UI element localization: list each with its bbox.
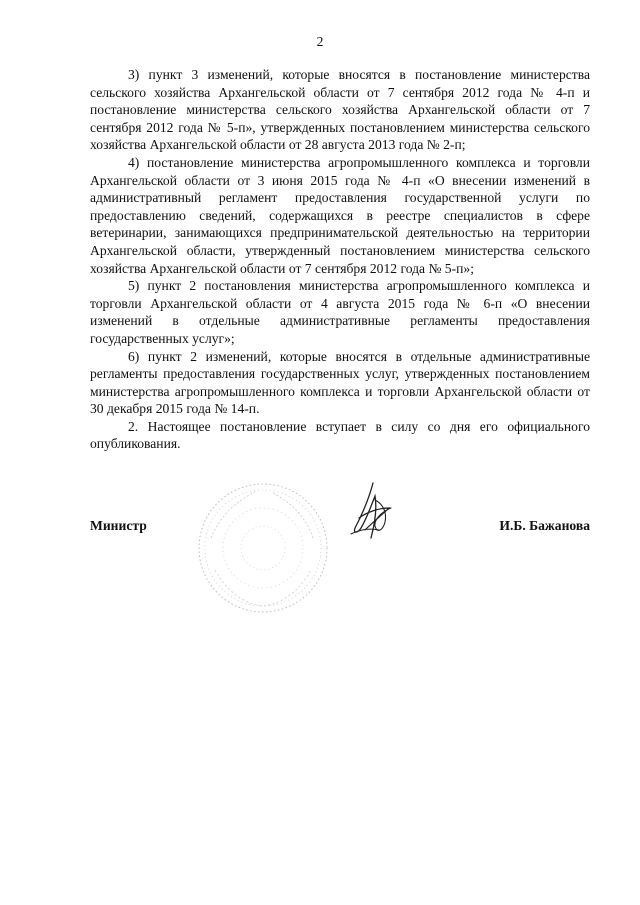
document-body — [90, 66, 590, 453]
signatory-name: И.Б. Бажанова — [499, 518, 590, 533]
paragraph-item-6: 6) пункт 2 изменений, которые вносятся в отдельные административные регламенты предоставления государственных услуг, утвержденных постановлением министерства агропромышленного комплекса и торговли Архангельской области от 30 декабря 2015 года № 14-п. — [90, 348, 590, 417]
paragraph-effective-date: 2. Настоящее постановление вступает в силу со дня его официального опубликования. — [90, 418, 590, 452]
official-seal — [193, 478, 333, 618]
page-number: 2 — [316, 34, 324, 49]
paragraph-item-5: 5) пункт 2 постановления министерства агропромышленного комплекса и торговли Архангельской области от 4 августа 2015 года № 6-п «О внесении изменений в отдельные административные регламенты предоставления государственных услуг»; — [90, 278, 590, 346]
paragraph-item-3: 3) пункт 3 изменений, которые вносятся в постановление министерства сельского хозяйства Архангельской области от 7 сентября 2012 года № 4-п и постановление министерства сельского хозяйства Архангельской области от 7 сентября 2012 года № 5-п», утвержденных постановлением министерства сельского хозяйства Архангельской области от 28 августа 2013 года № 2-п; — [90, 67, 590, 153]
handwritten-signature — [345, 478, 405, 548]
paragraph-item-4: 4) постановление министерства агропромышленного комплекса и торговли Архангельской области от 3 июня 2015 года № 4-п «О внесении изменений в административный регламент предоставления государственной услуги по предоставлению сведений, содержащихся в реестре специалистов в сфере ветеринарии, занимающихся предпринимательской деятельностью на территории Архангельской области, утвержденный постановлением министерства сельского хозяйства Архангельской области от 7 сентября 2012 года № 5-п»; — [90, 154, 590, 276]
signatory-title: Министр — [90, 518, 147, 533]
signature-block — [90, 478, 590, 618]
